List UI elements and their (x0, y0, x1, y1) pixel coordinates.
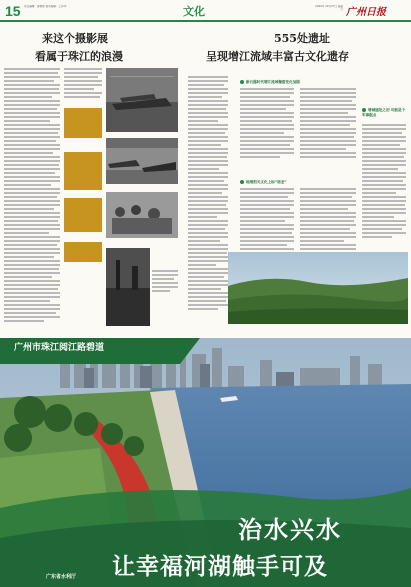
section-title: 文化 (183, 5, 205, 18)
issue-date: 2024年 10月27日 星期日 (315, 5, 343, 12)
ad-title-overlay: 广州市珠江阅江路碧道 (14, 343, 105, 353)
bullet-icon (240, 80, 244, 84)
photo-exhibition-feature (2, 24, 180, 336)
photo-boats-river (106, 68, 178, 132)
page-header (0, 0, 411, 22)
side-subhead-text: 增城遗址之初 可能是个军事据点 (362, 108, 406, 117)
feature-lower-text (152, 270, 180, 326)
archaeology-article (180, 24, 411, 336)
bullet-icon (240, 180, 244, 184)
article-title-line1: 555处遗址 (274, 32, 330, 45)
article-title-line2: 呈现增江流域丰富古文化遗存 (206, 50, 349, 63)
photo-zengjiang-landscape (228, 252, 408, 324)
subhead-south-asia (240, 180, 287, 185)
bullet-icon (362, 108, 366, 112)
ad-slogan-line1: 治水兴水 (238, 515, 342, 544)
newspaper-logo: 广州日报 (346, 7, 386, 18)
subhead-neolithic (240, 80, 300, 85)
article-left-column (188, 76, 230, 330)
caption-box-3 (64, 198, 102, 232)
article-side-column (362, 124, 408, 250)
caption-box-1 (64, 108, 102, 138)
subhead-south-asia-text: 地理相关文化上标“南亚” (246, 180, 287, 184)
photo-pier-silhouette (106, 248, 150, 326)
ad-slogan-line2: 让幸福河湖触手可及 (112, 553, 328, 580)
feature-middle-text (64, 68, 104, 104)
subhead-neolithic-text: 新石器时代增江流域聚落变化加剧 (246, 80, 300, 84)
article-main-text-upper (240, 88, 358, 178)
editor-credits: 责任编辑：唐艳艳 美术编辑：王泽华 (24, 5, 67, 8)
ad-organizer: 广东省水利厅 (46, 574, 77, 580)
page-number: 15 (5, 3, 21, 19)
photo-riverside-crowd (106, 192, 178, 238)
feature-title-line1: 来这个摄影展 (42, 32, 108, 45)
feature-body-text (4, 68, 62, 330)
side-subhead (362, 108, 408, 118)
photo-sampans (106, 138, 178, 184)
caption-box-2 (64, 152, 102, 190)
header-rule (0, 20, 411, 22)
caption-box-4 (64, 242, 102, 262)
feature-title-line2: 看属于珠江的浪漫 (35, 50, 123, 63)
